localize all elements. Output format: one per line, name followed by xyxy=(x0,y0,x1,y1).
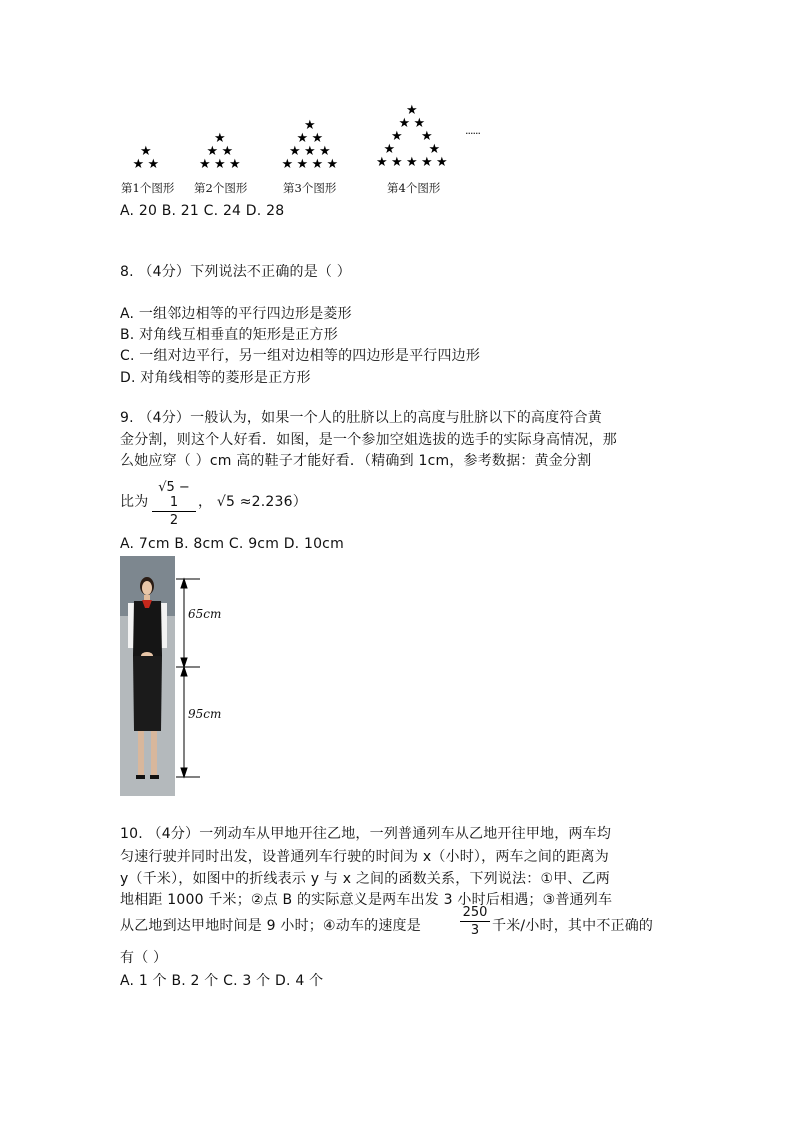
speed-numerator: 250 xyxy=(462,905,488,920)
q9-options: A. 7cm B. 8cm C. 9cm D. 10cm xyxy=(120,536,344,552)
fraction-numerator: √5 − 1 xyxy=(158,480,190,510)
star-icon: ★ xyxy=(406,155,418,170)
figure-caption-3: 第3个图形 xyxy=(283,181,337,195)
speed-fraction-bar xyxy=(460,921,490,922)
fraction-bar xyxy=(152,511,196,512)
star-icon: ★ xyxy=(311,157,324,172)
star-icon: ★ xyxy=(132,157,145,172)
star-icon: ★ xyxy=(326,157,339,172)
star-icon: ★ xyxy=(376,155,388,170)
q10-line-4: 地相距 1000 千米；②点 B 的实际意义是两车出发 3 小时后相遇；③普通列车 xyxy=(120,892,613,908)
star-icon: ★ xyxy=(398,116,411,131)
figure-caption-1: 第1个图形 xyxy=(121,181,175,195)
stewardess-photo xyxy=(120,556,175,796)
star-icon: ★ xyxy=(140,144,152,159)
q8-option-a: A. 一组邻边相等的平行四边形是菱形 xyxy=(120,306,352,322)
height-dimension-lines xyxy=(170,570,210,790)
q10-line-2: 匀速行驶并同时出发，设普通列车行驶的时间为 x（小时），两车之间的距离为 xyxy=(120,849,609,865)
speed-fraction xyxy=(460,905,490,938)
q9-line-2: 金分割，则这个人好看．如图，是一个参加空姐选拔的选手的实际身高情况，那 xyxy=(120,432,617,448)
star-icon: ★ xyxy=(147,157,160,172)
q8-option-b: B. 对角线互相垂直的矩形是正方形 xyxy=(120,327,338,343)
star-icon: ★ xyxy=(319,144,331,159)
q7-options: A. 20 B. 21 C. 24 D. 28 xyxy=(120,203,285,219)
star-icon: ★ xyxy=(296,131,309,146)
star-icon: ★ xyxy=(296,157,309,172)
q10-line-3: y（千米），如图中的折线表示 y 与 x 之间的函数关系，下列说法：①甲、乙两 xyxy=(120,871,611,887)
q9-line-1: 9. （4分）一般认为，如果一个人的肚脐以上的高度与肚脐以下的高度符合黄 xyxy=(120,410,602,426)
star-icon: ★ xyxy=(421,155,433,170)
star-icon: ★ xyxy=(391,155,403,170)
star-icon: ★ xyxy=(199,157,211,172)
q9-approx: ， √5 ≈2.236） xyxy=(198,494,307,510)
star-icon: ★ xyxy=(229,157,241,172)
star-icon: ★ xyxy=(214,157,226,172)
upper-height-label: 65cm xyxy=(188,607,222,621)
q10-line-5-post: 千米/小时，其中不正确的 xyxy=(492,918,654,934)
q8-option-d: D. 对角线相等的菱形是正方形 xyxy=(120,370,311,386)
star-icon: ★ xyxy=(436,155,448,170)
q8-option-c: C. 一组对边平行，另一组对边相等的四边形是平行四边形 xyxy=(120,348,481,364)
q9-ratio-prefix: 比为 xyxy=(120,494,149,510)
star-icon: ★ xyxy=(221,144,234,159)
lower-height-label: 95cm xyxy=(188,707,222,721)
q8-stem: 8. （4分）下列说法不正确的是（ ） xyxy=(120,264,351,280)
star-icon: ★ xyxy=(304,118,316,133)
q10-options: A. 1 个 B. 2 个 C. 3 个 D. 4 个 xyxy=(120,973,324,989)
star-icon: ★ xyxy=(421,129,433,144)
ellipsis: ...... xyxy=(465,124,480,137)
star-icon: ★ xyxy=(311,131,324,146)
q10-line-5-pre: 从乙地到达甲地时间是 9 小时；④动车的速度是 xyxy=(120,918,421,934)
star-icon: ★ xyxy=(428,142,441,157)
star-icon: ★ xyxy=(206,144,219,159)
star-icon: ★ xyxy=(383,142,396,157)
star-icon: ★ xyxy=(406,103,418,118)
figure-caption-2: 第2个图形 xyxy=(194,181,248,195)
q10-line-1: 10. （4分）一列动车从甲地开往乙地，一列普通列车从乙地开往甲地，两车均 xyxy=(120,826,612,842)
q10-line-6: 有（ ） xyxy=(120,950,168,966)
q9-line-3: 么她应穿（ ）cm 高的鞋子才能好看．（精确到 1cm，参考数据：黄金分割 xyxy=(120,453,592,469)
star-icon: ★ xyxy=(413,116,426,131)
speed-denominator: 3 xyxy=(470,923,480,938)
star-icon: ★ xyxy=(281,157,294,172)
star-icon: ★ xyxy=(214,131,226,146)
star-icon: ★ xyxy=(289,144,301,159)
figure-caption-4: 第4个图形 xyxy=(387,181,441,195)
star-icon: ★ xyxy=(304,144,316,159)
star-icon: ★ xyxy=(391,129,403,144)
golden-ratio-fraction xyxy=(152,480,196,528)
fraction-denominator: 2 xyxy=(169,513,179,528)
